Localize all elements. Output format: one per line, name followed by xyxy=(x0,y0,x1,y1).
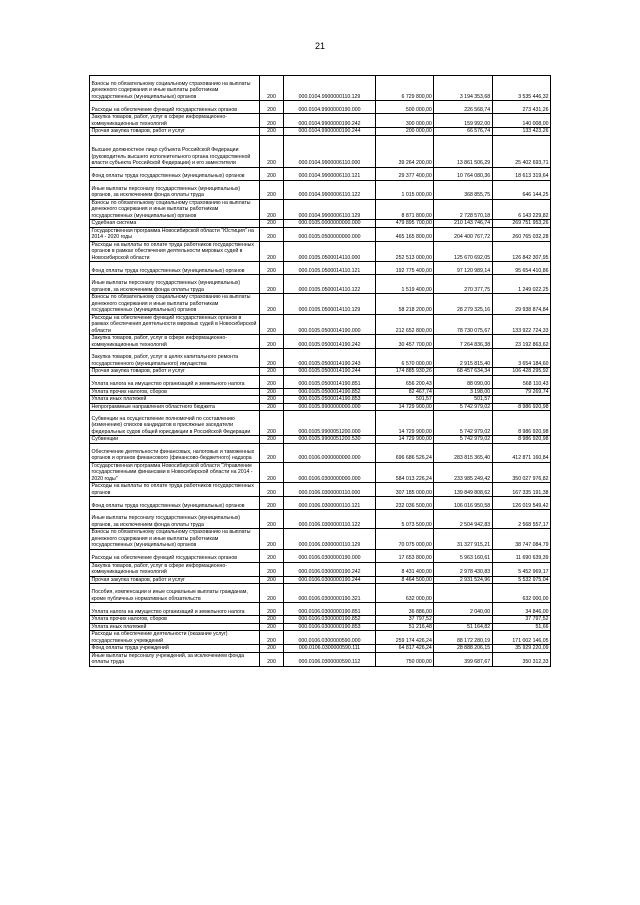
row-exec-cell: 283 815 365,40 xyxy=(434,443,492,462)
row-rest-cell: 140 008,00 xyxy=(492,114,550,128)
row-plan-cell: 51 216,48 xyxy=(376,623,434,631)
row-plan-cell: 8 464 500,00 xyxy=(376,576,434,584)
row-name-cell: Субвенции xyxy=(90,436,260,444)
row-rest-cell: 18 613 319,64 xyxy=(492,167,550,180)
row-exec-cell: 2 915 815,40 xyxy=(434,349,492,368)
row-exec-cell: 31 327 915,21 xyxy=(434,529,492,550)
table-row xyxy=(90,135,551,167)
row-exec-cell: 5 742 979,02 xyxy=(434,411,492,436)
row-rest-cell: 2 568 557,17 xyxy=(492,510,550,529)
table-row xyxy=(90,510,551,529)
row-exec-cell: 368 855,75 xyxy=(434,180,492,199)
row-grbs-cell: 200 xyxy=(260,616,284,624)
row-rest-cell: 8 986 920,98 xyxy=(492,436,550,444)
row-name-cell: Иные выплаты персоналу государственных (муниципальных) органов, за исключением фонда оплаты труда xyxy=(90,510,260,529)
row-exec-cell: 88 090,00 xyxy=(434,375,492,388)
table-body xyxy=(90,76,551,667)
row-plan-cell: 656 200,43 xyxy=(376,375,434,388)
row-exec-cell: 501,57 xyxy=(434,396,492,404)
row-name-cell: Закупка товаров, работ, услуг в сфере информационно-коммуникационных технологий xyxy=(90,335,260,349)
row-code-cell: 000.0105.0500014110.000 xyxy=(284,241,376,262)
row-rest-cell: 273 431,26 xyxy=(492,101,550,114)
row-exec-cell: 68 457 634,34 xyxy=(434,368,492,376)
row-code-cell: 000.0105.0500014190.852 xyxy=(284,388,376,396)
row-code-cell: 000.0106.0300000190.852 xyxy=(284,616,376,624)
row-plan-cell: 64 817 426,24 xyxy=(376,645,434,653)
row-exec-cell: 2 504 942,83 xyxy=(434,510,492,529)
row-exec-cell: 3 194 353,68 xyxy=(434,76,492,101)
row-plan-cell: 14 729 900,00 xyxy=(376,436,434,444)
row-exec-cell: 5 742 979,02 xyxy=(434,403,492,411)
row-grbs-cell: 200 xyxy=(260,241,284,262)
row-rest-cell: 29 938 874,84 xyxy=(492,294,550,315)
row-plan-cell: 252 513 000,00 xyxy=(376,241,434,262)
row-code-cell: 000.0106.0300000190.851 xyxy=(284,603,376,616)
row-rest-cell: 260 765 032,28 xyxy=(492,227,550,241)
row-plan-cell: 307 185 000,00 xyxy=(376,483,434,497)
row-exec-cell: 159 992,00 xyxy=(434,114,492,128)
row-exec-cell: 233 985 249,42 xyxy=(434,462,492,483)
row-grbs-cell: 200 xyxy=(260,388,284,396)
row-plan-cell: 192 775 400,00 xyxy=(376,262,434,275)
row-code-cell: 000.0106.0300000190.853 xyxy=(284,623,376,631)
row-code-cell: 000.0105.0500014190.244 xyxy=(284,368,376,376)
row-name-cell: Расходы на выплаты по оплате труда работников государственных органов xyxy=(90,483,260,497)
row-name-cell: Фонд оплаты труда государственных (муниципальных) органов xyxy=(90,262,260,275)
row-exec-cell xyxy=(434,616,492,624)
table-row xyxy=(90,631,551,645)
row-grbs-cell: 200 xyxy=(260,576,284,584)
row-rest-cell: 126 019 549,42 xyxy=(492,497,550,510)
row-rest-cell: 106 428 295,92 xyxy=(492,368,550,376)
row-exec-cell: 78 730 075,67 xyxy=(434,314,492,335)
table-row xyxy=(90,314,551,335)
row-grbs-cell: 200 xyxy=(260,562,284,576)
row-plan-cell: 300 000,00 xyxy=(376,114,434,128)
row-name-cell: Судебная система xyxy=(90,220,260,228)
row-plan-cell: 696 686 526,24 xyxy=(376,443,434,462)
table-row xyxy=(90,443,551,462)
row-code-cell: 000.0106.0300000110.000 xyxy=(284,483,376,497)
row-rest-cell: 23 192 863,62 xyxy=(492,335,550,349)
table-row xyxy=(90,294,551,315)
table-row xyxy=(90,652,551,666)
row-exec-cell: 139 849 808,62 xyxy=(434,483,492,497)
row-code-cell: 000.0104.9900000190.242 xyxy=(284,114,376,128)
row-name-cell: Государственная программа Новосибирской области "Управление государственными финансами в Новосибирской области на 2014 - 2020 годы" xyxy=(90,462,260,483)
row-plan-cell: 39 264 200,00 xyxy=(376,135,434,167)
row-exec-cell: 97 120 989,14 xyxy=(434,262,492,275)
row-code-cell: 000.0104.9900006110.121 xyxy=(284,167,376,180)
row-grbs-cell: 200 xyxy=(260,436,284,444)
row-grbs-cell: 200 xyxy=(260,631,284,645)
row-name-cell: Прочая закупка товаров, работ и услуг xyxy=(90,128,260,136)
row-grbs-cell: 200 xyxy=(260,623,284,631)
row-rest-cell: 8 986 920,98 xyxy=(492,403,550,411)
row-plan-cell: 5 073 500,00 xyxy=(376,510,434,529)
row-grbs-cell: 200 xyxy=(260,294,284,315)
row-plan-cell: 501,57 xyxy=(376,396,434,404)
table-row xyxy=(90,411,551,436)
row-plan-cell: 30 457 700,00 xyxy=(376,335,434,349)
row-plan-cell: 29 377 400,00 xyxy=(376,167,434,180)
row-name-cell: Взносы по обязательному социальному страхованию на выплаты денежного содержания и иные выплаты работникам государственных (муниципальных) органов xyxy=(90,76,260,101)
table-row xyxy=(90,241,551,262)
row-rest-cell: 6 143 229,82 xyxy=(492,199,550,220)
row-rest-cell: 269 751 953,26 xyxy=(492,220,550,228)
row-code-cell: 000.0104.9900006110.000 xyxy=(284,135,376,167)
row-plan-cell: 232 036 500,00 xyxy=(376,497,434,510)
table-row xyxy=(90,497,551,510)
row-grbs-cell: 200 xyxy=(260,314,284,335)
row-exec-cell: 270 377,75 xyxy=(434,275,492,294)
row-grbs-cell: 200 xyxy=(260,462,284,483)
row-name-cell: Расходы на обеспечение функций государственных органов xyxy=(90,549,260,562)
row-grbs-cell: 200 xyxy=(260,128,284,136)
row-name-cell: Иные выплаты персоналу государственных (муниципальных) органов, за исключением фонда оплаты труда xyxy=(90,275,260,294)
row-plan-cell: 750 000,00 xyxy=(376,652,434,666)
row-code-cell: 000.0106.0300000190.321 xyxy=(284,584,376,603)
row-grbs-cell: 200 xyxy=(260,510,284,529)
row-rest-cell: 1 249 022,25 xyxy=(492,275,550,294)
page-number: 21 xyxy=(314,41,325,51)
row-name-cell: Взносы по обязательному социальному страхованию на выплаты денежного содержания и иные выплаты работникам государственных (муниципальных) органов xyxy=(90,199,260,220)
row-grbs-cell: 200 xyxy=(260,180,284,199)
row-name-cell: Фонд оплаты труда государственных (муниципальных) органов xyxy=(90,497,260,510)
row-plan-cell: 259 174 426,24 xyxy=(376,631,434,645)
row-code-cell: 000.0105.0500014190.853 xyxy=(284,396,376,404)
row-name-cell: Закупка товаров, работ, услуг в целях капитального ремонта государственного (муниципального) имущества xyxy=(90,349,260,368)
row-rest-cell: 95 654 410,86 xyxy=(492,262,550,275)
table-row xyxy=(90,167,551,180)
row-grbs-cell: 200 xyxy=(260,529,284,550)
row-rest-cell: 3 654 184,60 xyxy=(492,349,550,368)
row-plan-cell: 212 652 800,00 xyxy=(376,314,434,335)
row-exec-cell: 2 040,00 xyxy=(434,603,492,616)
row-plan-cell: 632 000,00 xyxy=(376,584,434,603)
row-plan-cell: 14 729 900,00 xyxy=(376,403,434,411)
row-plan-cell: 36 886,00 xyxy=(376,603,434,616)
row-name-cell: Обеспечение деятельности финансовых, налоговых и таможенных органов и органов финансового (финансово-бюджетного) надзора xyxy=(90,443,260,462)
row-rest-cell: 8 986 920,98 xyxy=(492,411,550,436)
table-row xyxy=(90,227,551,241)
table-row xyxy=(90,275,551,294)
row-rest-cell: 3 535 446,32 xyxy=(492,76,550,101)
row-code-cell: 000.0106.0300000590.112 xyxy=(284,652,376,666)
row-code-cell: 000.0106.0300000110.121 xyxy=(284,497,376,510)
table-row xyxy=(90,349,551,368)
row-code-cell: 000.0104.9900006110.122 xyxy=(284,180,376,199)
row-code-cell: 000.0105.0500014190.851 xyxy=(284,375,376,388)
row-grbs-cell: 200 xyxy=(260,411,284,436)
row-grbs-cell: 200 xyxy=(260,135,284,167)
row-plan-cell: 6 729 800,00 xyxy=(376,76,434,101)
row-rest-cell xyxy=(492,396,550,404)
row-grbs-cell: 200 xyxy=(260,584,284,603)
row-exec-cell: 66 576,74 xyxy=(434,128,492,136)
row-name-cell: Уплата прочих налогов, сборов xyxy=(90,388,260,396)
row-code-cell: 000.0106.0000000000.000 xyxy=(284,443,376,462)
row-grbs-cell: 200 xyxy=(260,335,284,349)
row-grbs-cell: 200 xyxy=(260,101,284,114)
row-exec-cell: 210 143 746,74 xyxy=(434,220,492,228)
budget-execution-table xyxy=(89,75,551,667)
row-name-cell: Фонд оплаты труда учреждений xyxy=(90,645,260,653)
row-grbs-cell: 200 xyxy=(260,76,284,101)
row-rest-cell: 35 929 220,09 xyxy=(492,645,550,653)
row-rest-cell: 412 871 160,84 xyxy=(492,443,550,462)
row-name-cell: Иные выплаты персоналу учреждений, за исключением фонда оплаты труда xyxy=(90,652,260,666)
table-row xyxy=(90,375,551,388)
row-rest-cell: 34 846,00 xyxy=(492,603,550,616)
row-grbs-cell: 200 xyxy=(260,483,284,497)
row-grbs-cell: 200 xyxy=(260,443,284,462)
row-name-cell: Расходы на обеспечение функций государственных органов в рамках обеспечения деятельности мировых судей в Новосибирской области xyxy=(90,314,260,335)
row-name-cell: Уплата иных платежей xyxy=(90,623,260,631)
row-rest-cell: 167 335 191,38 xyxy=(492,483,550,497)
table-row xyxy=(90,396,551,404)
row-plan-cell: 1 519 400,00 xyxy=(376,275,434,294)
row-exec-cell: 5 742 979,02 xyxy=(434,436,492,444)
table-row xyxy=(90,262,551,275)
row-rest-cell: 5 532 975,04 xyxy=(492,576,550,584)
row-plan-cell: 8 871 800,00 xyxy=(376,199,434,220)
row-grbs-cell: 200 xyxy=(260,368,284,376)
row-exec-cell: 106 016 950,58 xyxy=(434,497,492,510)
row-code-cell: 000.0105.0500014190.242 xyxy=(284,335,376,349)
row-grbs-cell: 200 xyxy=(260,349,284,368)
table-row xyxy=(90,199,551,220)
row-name-cell: Расходы на обеспечение функций государственных органов xyxy=(90,101,260,114)
row-name-cell: Непрограммные направления областного бюджета xyxy=(90,403,260,411)
row-rest-cell: 37 797,52 xyxy=(492,616,550,624)
row-grbs-cell: 200 xyxy=(260,549,284,562)
row-plan-cell: 17 653 800,00 xyxy=(376,549,434,562)
table-row xyxy=(90,645,551,653)
table-row xyxy=(90,220,551,228)
table-row xyxy=(90,180,551,199)
row-name-cell: Высшее должностное лицо субъекта Российской Федерации (руководитель высшего исполнительного органа государственной власти субъекта Российской Федерации) и его заместители xyxy=(90,135,260,167)
row-rest-cell: 38 747 084,79 xyxy=(492,529,550,550)
table-row xyxy=(90,483,551,497)
row-grbs-cell: 200 xyxy=(260,275,284,294)
row-plan-cell: 70 075 000,00 xyxy=(376,529,434,550)
row-plan-cell: 174 885 930,26 xyxy=(376,368,434,376)
row-code-cell: 000.0104.9900006110.129 xyxy=(284,199,376,220)
row-exec-cell: 3 198,00 xyxy=(434,388,492,396)
row-name-cell: Уплата иных платежей xyxy=(90,396,260,404)
row-exec-cell: 28 888 206,15 xyxy=(434,645,492,653)
row-name-cell: Взносы по обязательному социальному страхованию на выплаты денежного содержания и иные выплаты работникам государственных (муниципальных) органов xyxy=(90,294,260,315)
row-code-cell: 000.0106.0300000190.242 xyxy=(284,562,376,576)
row-rest-cell: 79 269,74 xyxy=(492,388,550,396)
row-name-cell: Государственная программа Новосибирской области "Юстиция" на 2014 - 2020 годы xyxy=(90,227,260,241)
table-row xyxy=(90,623,551,631)
row-plan-cell: 479 895 700,00 xyxy=(376,220,434,228)
row-exec-cell: 13 861 506,29 xyxy=(434,135,492,167)
row-grbs-cell: 200 xyxy=(260,167,284,180)
row-name-cell: Расходы на обеспечение деятельности (оказание услуг) государственных учреждений xyxy=(90,631,260,645)
row-plan-cell: 584 013 226,24 xyxy=(376,462,434,483)
row-name-cell: Закупка товаров, работ, услуг в сфере информационно-коммуникационных технологий xyxy=(90,562,260,576)
row-code-cell: 000.0105.0000000000.000 xyxy=(284,220,376,228)
row-code-cell: 000.0105.0500000000.000 xyxy=(284,227,376,241)
table-row xyxy=(90,576,551,584)
row-exec-cell: 5 963 160,61 xyxy=(434,549,492,562)
row-code-cell: 000.0105.9900051200.530 xyxy=(284,436,376,444)
row-code-cell: 000.0106.0300000590.000 xyxy=(284,631,376,645)
row-plan-cell: 82 467,74 xyxy=(376,388,434,396)
table-row xyxy=(90,529,551,550)
row-grbs-cell: 200 xyxy=(260,396,284,404)
row-plan-cell: 1 015 000,00 xyxy=(376,180,434,199)
row-name-cell: Расходы на выплаты по оплате труда работников государственных органов в рамках обеспечения деятельности мировых судей в Новосибирской области xyxy=(90,241,260,262)
row-rest-cell: 350 027 976,82 xyxy=(492,462,550,483)
row-grbs-cell: 200 xyxy=(260,497,284,510)
row-grbs-cell: 200 xyxy=(260,220,284,228)
row-code-cell: 000.0105.9900051200.000 xyxy=(284,411,376,436)
row-rest-cell: 51,66 xyxy=(492,623,550,631)
row-code-cell: 000.0104.9900000190.244 xyxy=(284,128,376,136)
table-row xyxy=(90,562,551,576)
row-name-cell: Уплата прочих налогов, сборов xyxy=(90,616,260,624)
row-rest-cell: 11 690 639,39 xyxy=(492,549,550,562)
table-row xyxy=(90,335,551,349)
row-exec-cell: 88 172 280,19 xyxy=(434,631,492,645)
row-code-cell: 000.0105.0500014110.121 xyxy=(284,262,376,275)
row-plan-cell: 58 218 200,00 xyxy=(376,294,434,315)
row-plan-cell: 37 797,52 xyxy=(376,616,434,624)
row-rest-cell: 25 402 693,71 xyxy=(492,135,550,167)
table-row xyxy=(90,436,551,444)
row-exec-cell: 10 764 080,36 xyxy=(434,167,492,180)
row-plan-cell: 500 000,00 xyxy=(376,101,434,114)
row-rest-cell: 133 423,26 xyxy=(492,128,550,136)
table-row xyxy=(90,388,551,396)
row-code-cell: 000.0105.0500014110.122 xyxy=(284,275,376,294)
table-row xyxy=(90,101,551,114)
row-code-cell: 000.0106.0300000000.000 xyxy=(284,462,376,483)
row-plan-cell: 200 000,00 xyxy=(376,128,434,136)
row-code-cell: 000.0105.0500014190.000 xyxy=(284,314,376,335)
table-row xyxy=(90,114,551,128)
row-code-cell: 000.0104.9900000110.129 xyxy=(284,76,376,101)
row-exec-cell: 399 687,67 xyxy=(434,652,492,666)
row-code-cell: 000.0104.9900000190.000 xyxy=(284,101,376,114)
row-grbs-cell: 200 xyxy=(260,199,284,220)
row-grbs-cell: 200 xyxy=(260,603,284,616)
row-grbs-cell: 200 xyxy=(260,403,284,411)
row-exec-cell: 2 978 430,83 xyxy=(434,562,492,576)
row-name-cell: Закупка товаров, работ, услуг в сфере информационно-коммуникационных технологий xyxy=(90,114,260,128)
row-exec-cell: 204 400 767,72 xyxy=(434,227,492,241)
row-name-cell: Фонд оплаты труда государственных (муниципальных) органов xyxy=(90,167,260,180)
row-grbs-cell: 200 xyxy=(260,652,284,666)
row-rest-cell: 568 110,43 xyxy=(492,375,550,388)
row-exec-cell: 51 164,82 xyxy=(434,623,492,631)
row-name-cell: Прочая закупка товаров, работ и услуг xyxy=(90,576,260,584)
row-name-cell: Уплата налога на имущество организаций и земельного налога xyxy=(90,375,260,388)
row-rest-cell: 5 452 969,17 xyxy=(492,562,550,576)
row-grbs-cell: 200 xyxy=(260,645,284,653)
row-grbs-cell: 200 xyxy=(260,114,284,128)
row-name-cell: Субвенции на осуществление полномочий по составлению (изменению) списков кандидатов в присяжные заседатели федеральных судов общей юрисдикции в Российской Федерации xyxy=(90,411,260,436)
row-code-cell: 000.0105.0500014190.243 xyxy=(284,349,376,368)
row-code-cell: 000.0106.0300000110.122 xyxy=(284,510,376,529)
row-rest-cell: 171 002 146,05 xyxy=(492,631,550,645)
row-rest-cell: 133 922 724,33 xyxy=(492,314,550,335)
table-row xyxy=(90,403,551,411)
table-row xyxy=(90,76,551,101)
row-rest-cell: 646 144,25 xyxy=(492,180,550,199)
row-plan-cell: 14 729 900,00 xyxy=(376,411,434,436)
row-code-cell: 000.0106.0300000110.129 xyxy=(284,529,376,550)
table-row xyxy=(90,462,551,483)
row-name-cell: Пособия, компенсации и иные социальные выплаты гражданам, кроме публичных нормативных обязательств xyxy=(90,584,260,603)
row-grbs-cell: 200 xyxy=(260,262,284,275)
row-rest-cell: 350 312,33 xyxy=(492,652,550,666)
row-name-cell: Прочая закупка товаров, работ и услуг xyxy=(90,368,260,376)
row-code-cell: 000.0106.0300000190.244 xyxy=(284,576,376,584)
row-plan-cell: 8 431 400,00 xyxy=(376,562,434,576)
row-code-cell: 000.0105.9900000000.000 xyxy=(284,403,376,411)
table-row xyxy=(90,616,551,624)
row-code-cell: 000.0105.0500014110.129 xyxy=(284,294,376,315)
row-exec-cell: 2 931 524,96 xyxy=(434,576,492,584)
row-name-cell: Иные выплаты персоналу государственных (муниципальных) органов, за исключением фонда оплаты труда xyxy=(90,180,260,199)
row-exec-cell: 7 264 836,38 xyxy=(434,335,492,349)
row-exec-cell xyxy=(434,584,492,603)
row-exec-cell: 125 670 692,05 xyxy=(434,241,492,262)
table-row xyxy=(90,368,551,376)
row-exec-cell: 2 728 570,18 xyxy=(434,199,492,220)
row-exec-cell: 226 568,74 xyxy=(434,101,492,114)
table-row xyxy=(90,549,551,562)
row-grbs-cell: 200 xyxy=(260,375,284,388)
row-plan-cell: 465 165 800,00 xyxy=(376,227,434,241)
table-row xyxy=(90,128,551,136)
row-code-cell: 000.0106.0300000190.000 xyxy=(284,549,376,562)
row-name-cell: Уплата налога на имущество организаций и земельного налога xyxy=(90,603,260,616)
row-name-cell: Взносы по обязательному социальному страхованию на выплаты денежного содержания и иные выплаты работникам государственных (муниципальных) органов xyxy=(90,529,260,550)
table-row xyxy=(90,603,551,616)
row-rest-cell: 126 842 307,95 xyxy=(492,241,550,262)
row-plan-cell: 6 570 000,00 xyxy=(376,349,434,368)
row-rest-cell: 632 000,00 xyxy=(492,584,550,603)
row-exec-cell: 28 279 325,16 xyxy=(434,294,492,315)
row-grbs-cell: 200 xyxy=(260,227,284,241)
table-row xyxy=(90,584,551,603)
row-code-cell: 000.0106.0300000590.111 xyxy=(284,645,376,653)
